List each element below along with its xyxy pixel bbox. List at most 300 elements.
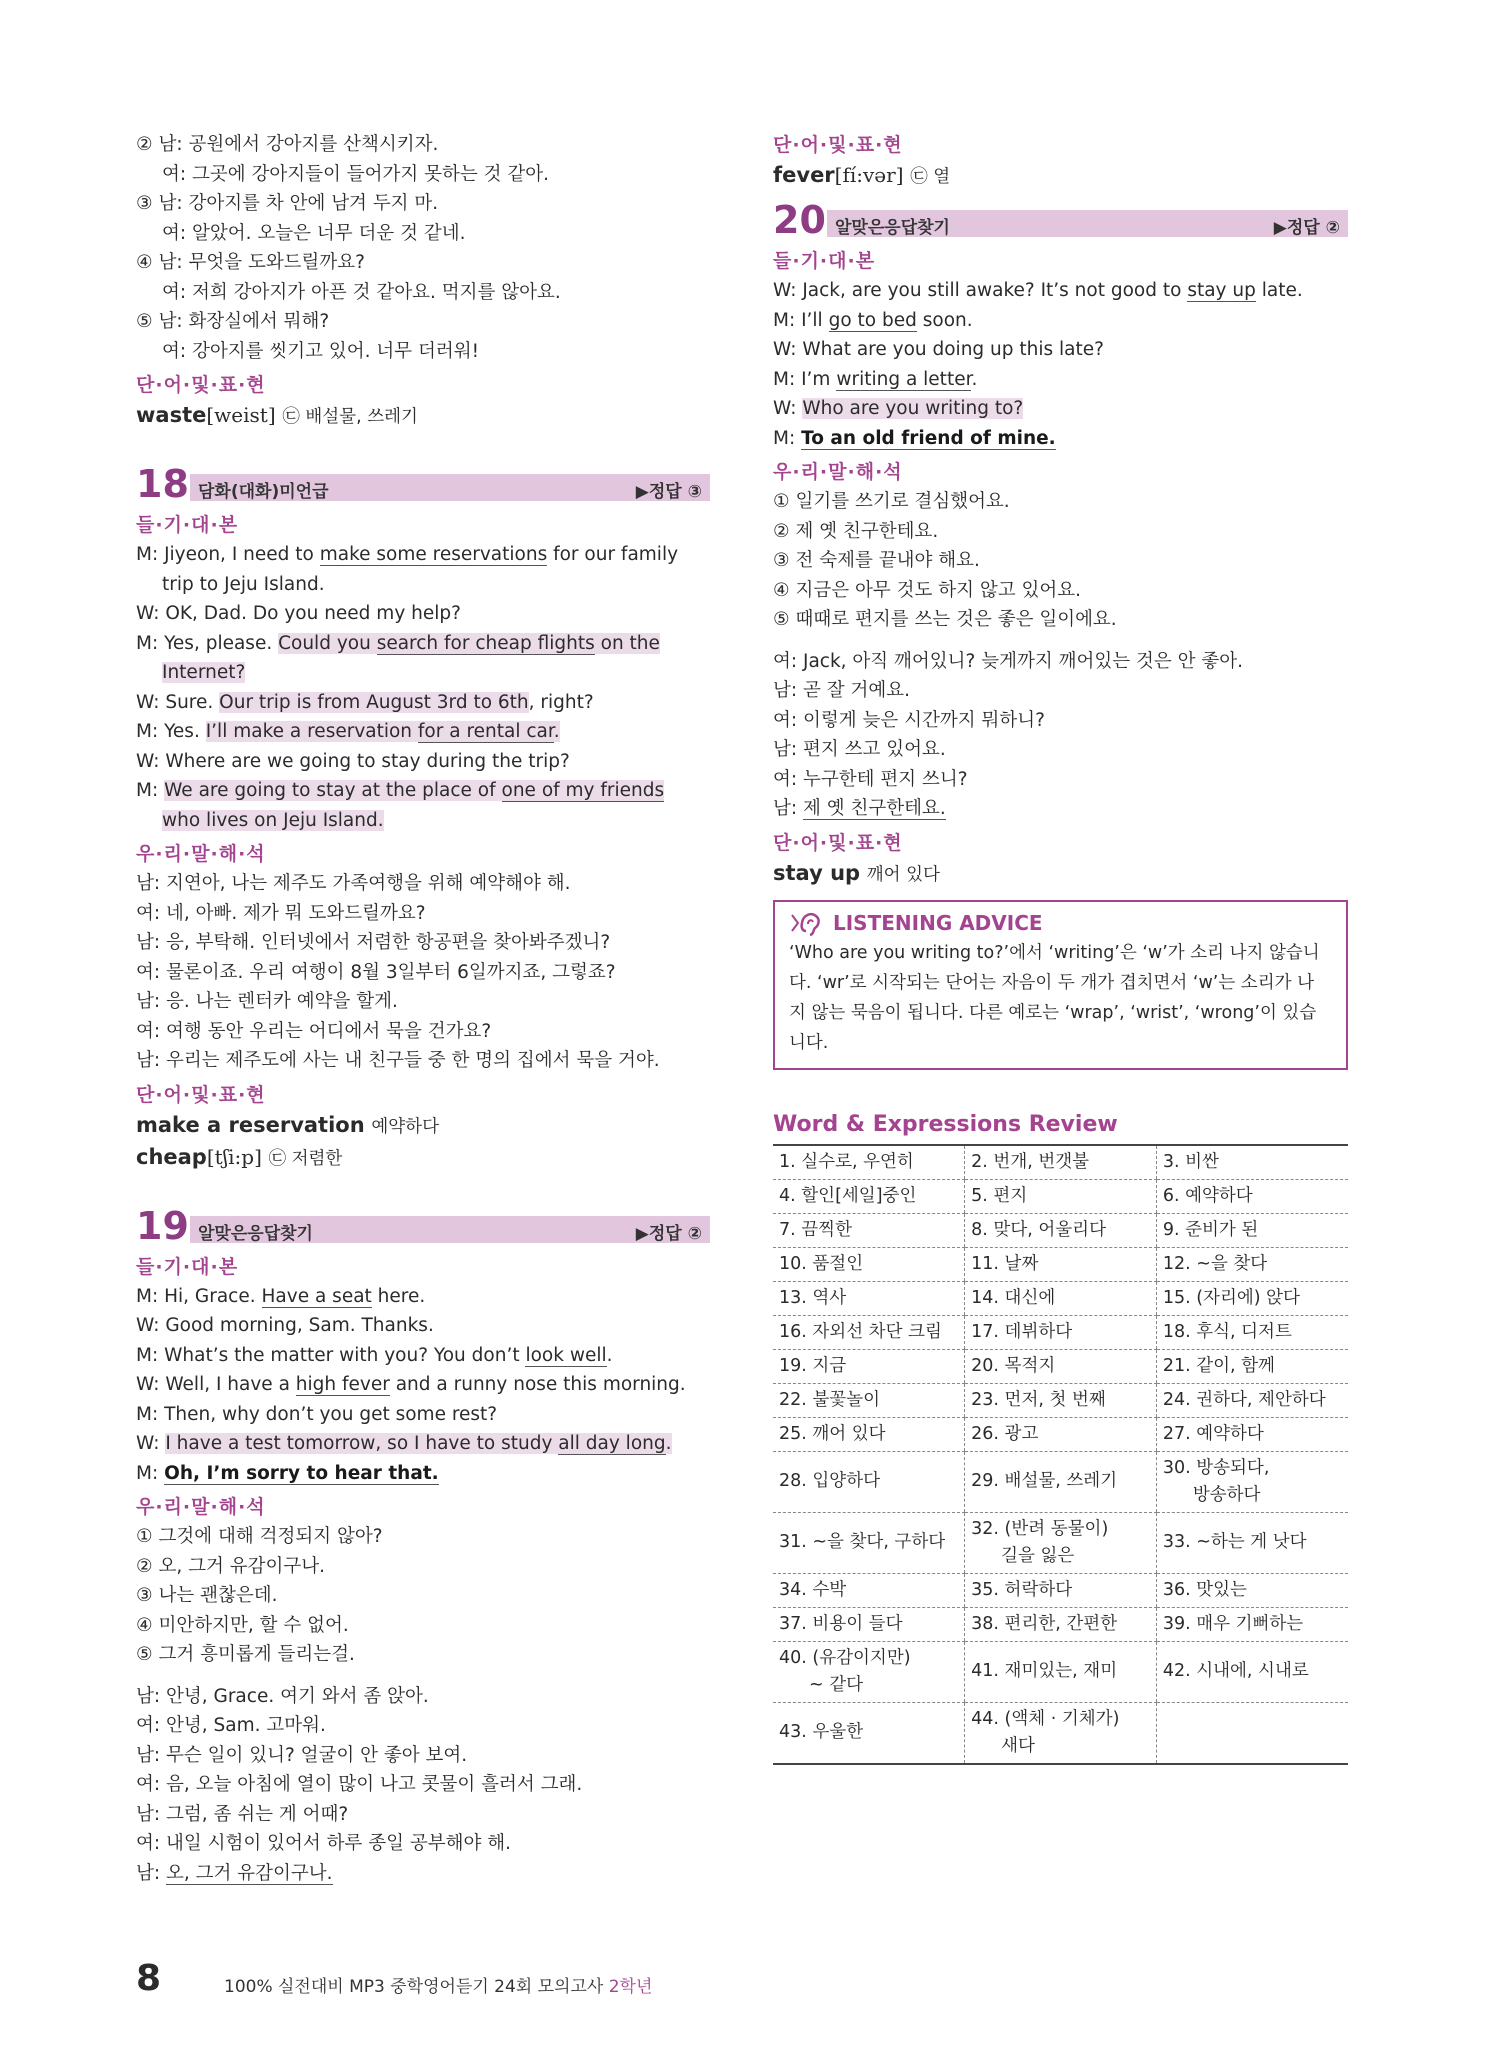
- script-text: Our trip is from August 3rd to 6th: [219, 691, 529, 713]
- script-heading: 들·기·대·본: [773, 250, 876, 272]
- key-expression: go to bed: [828, 309, 917, 331]
- review-cell: [773, 1512, 965, 1573]
- script-line: [773, 335, 1348, 365]
- review-item: ~ 같다: [809, 1674, 864, 1695]
- review-title: Word & Expressions Review: [773, 1111, 1118, 1137]
- script-line: [773, 306, 1348, 336]
- script-heading: 들·기·대·본: [136, 1255, 239, 1278]
- script-line-continued: [136, 658, 710, 688]
- text-line: 여: 안녕, Sam. 고마워.: [136, 1715, 326, 1736]
- speaker: W:: [136, 1315, 160, 1336]
- vocab-ipa: [fí:vər]: [834, 163, 904, 187]
- speaker: M:: [136, 1462, 159, 1484]
- text-line: 여: 알았어. 오늘은 너무 더운 것 같네.: [162, 222, 466, 244]
- text-line: ① 그것에 대해 걱정되지 않아?: [136, 1526, 383, 1547]
- script-text: Could you: [278, 632, 377, 654]
- q19-script: [136, 1282, 710, 1489]
- review-item: 19. 지금: [779, 1355, 847, 1376]
- translation-last-line: [136, 1859, 710, 1889]
- script-text: , right?: [528, 691, 594, 713]
- review-cell: [1156, 1349, 1348, 1383]
- review-cell: [965, 1247, 1157, 1281]
- script-text: I have a test tomorrow, so I have to study: [165, 1433, 559, 1454]
- speaker: W:: [136, 750, 160, 772]
- review-cell: [965, 1512, 1157, 1573]
- script-heading: 들·기·대·본: [136, 514, 239, 536]
- review-item: 6. 예약하다: [1162, 1185, 1253, 1206]
- advice-title-row: [789, 908, 1332, 938]
- review-cell: [773, 1179, 965, 1213]
- key-expression: high fever: [295, 1374, 390, 1395]
- script-text: .: [553, 721, 560, 742]
- review-item: 9. 준비가 된: [1162, 1219, 1259, 1240]
- left-column: [136, 130, 710, 1888]
- text-line: 남: 곧 잘 거예요.: [773, 680, 910, 701]
- vocab-meaning: 깨어 있다: [866, 864, 940, 885]
- text-line: 남: 응. 나는 렌터카 예약을 할게.: [136, 991, 398, 1012]
- review-row: [773, 1512, 1348, 1573]
- script-text: Sure.: [159, 691, 220, 713]
- script-text: Yes, please.: [158, 632, 279, 654]
- review-cell: [965, 1641, 1157, 1702]
- review-cell: [773, 1607, 965, 1641]
- review-cell: [1156, 1145, 1348, 1180]
- review-cell: [1156, 1179, 1348, 1213]
- script-text: .: [606, 1344, 613, 1366]
- review-cell: [965, 1702, 1157, 1764]
- speaker: M:: [136, 1285, 159, 1307]
- review-cell: [773, 1641, 965, 1702]
- script-text: Jiyeon, I need to: [158, 544, 320, 565]
- script-text: trip to Jeju Island.: [162, 573, 325, 595]
- vocab-ipa: [weist]: [206, 403, 276, 427]
- question-number: 19: [136, 1203, 189, 1248]
- script-line: [136, 1400, 710, 1430]
- key-expression: Have a seat: [261, 1285, 372, 1307]
- review-cell: [965, 1315, 1157, 1349]
- script-text: Jack, are you still awake? It’s not good to: [796, 280, 1188, 301]
- text-line: 남: 무슨 일이 있니? 얼굴이 안 좋아 보여.: [136, 1744, 468, 1766]
- review-item: 18. 후식, 디저트: [1162, 1321, 1292, 1342]
- review-item: 21. 같이, 함께: [1162, 1355, 1275, 1376]
- script-line: [136, 1311, 710, 1341]
- key-expression: writing a letter: [836, 368, 972, 390]
- review-cell: [965, 1213, 1157, 1247]
- q20-translation: [773, 647, 1348, 795]
- text-line: ④ 남: 무엇을 도와드릴까요?: [136, 252, 365, 273]
- script-text: Then, why don’t you get some rest?: [158, 1403, 498, 1425]
- script-text: We are going to stay at the place of: [164, 780, 502, 801]
- review-item: 35. 허락하다: [971, 1579, 1073, 1600]
- script-text: OK, Dad. Do you need my help?: [159, 603, 461, 624]
- script-text: and a runny nose this morning.: [389, 1374, 686, 1395]
- review-item: 40. (유감이지만): [779, 1647, 911, 1668]
- script-line: [136, 540, 710, 570]
- text-line: ④ 미안하지만, 할 수 없어.: [136, 1614, 349, 1636]
- text-line: 남: 편지 쓰고 있어요.: [773, 739, 946, 760]
- vocab-entry: [773, 160, 1348, 192]
- vocab-entry: [136, 1110, 710, 1142]
- script-line: [773, 394, 1348, 424]
- answer-line: To an old friend of mine.: [801, 427, 1056, 449]
- key-expression: look well: [525, 1344, 607, 1366]
- review-row: [773, 1702, 1348, 1764]
- review-item: 20. 목적지: [971, 1355, 1056, 1376]
- speaker: M:: [773, 427, 796, 449]
- review-cell: [773, 1417, 965, 1451]
- script-text: What’s the matter with you? You don’t: [158, 1344, 526, 1366]
- review-cell: [965, 1451, 1157, 1512]
- review-item: 길을 잃은: [1001, 1545, 1075, 1566]
- vocab-meaning: ㉢ 저렴한: [268, 1148, 343, 1169]
- vocab-word: cheap: [136, 1144, 207, 1169]
- script-text: Well, I have a: [159, 1374, 296, 1395]
- answer-line: Oh, I’m sorry to hear that.: [164, 1462, 439, 1484]
- speaker: W:: [136, 1374, 160, 1395]
- key-expression: search for cheap flights: [376, 632, 595, 654]
- review-cell: [965, 1349, 1157, 1383]
- script-text: soon.: [916, 309, 973, 331]
- review-item: 27. 예약하다: [1162, 1423, 1264, 1444]
- review-row: [773, 1179, 1348, 1213]
- highlighted-text: who lives on Jeju Island.: [162, 809, 384, 831]
- vocab-meaning: ㉢ 열: [910, 167, 951, 187]
- script-line-continued: [136, 570, 710, 600]
- text-line: 여: 내일 시험이 있어서 하루 종일 공부해야 해.: [136, 1833, 511, 1854]
- page-number: 8: [136, 1958, 162, 1999]
- q20-header: [773, 198, 1348, 242]
- question-type: 알맞은응답찾기: [198, 1223, 313, 1244]
- script-text: What are you doing up this late?: [796, 339, 1104, 360]
- text-line: ② 제 옛 친구한테요.: [773, 520, 939, 542]
- text-line: ⑤ 남: 화장실에서 뭐해?: [136, 311, 330, 332]
- review-item: 44. (액체 · 기체가): [971, 1708, 1120, 1729]
- text-line: 여: 그곳에 강아지들이 들어가지 못하는 것 같아.: [162, 163, 549, 185]
- review-cell: [1156, 1315, 1348, 1349]
- review-cell: [1156, 1383, 1348, 1417]
- review-row: [773, 1145, 1348, 1180]
- review-cell: [773, 1145, 965, 1180]
- script-text: .: [971, 368, 978, 390]
- right-column: [773, 130, 1348, 1765]
- review-item: 5. 편지: [971, 1185, 1028, 1206]
- review-item: 3. 비싼: [1162, 1151, 1219, 1172]
- advice-line: 지 않는 묵음이 됩니다. 다른 예로는 ‘wrap’, ‘wrist’, ‘wrong’이 있습: [789, 1002, 1317, 1023]
- review-item: 새다: [1001, 1735, 1035, 1756]
- advice-line: ‘Who are you writing to?’에서 ‘writing’은 ‘w’가 소리 나지 않습니: [789, 942, 1320, 963]
- speaker: M:: [136, 544, 159, 565]
- review-item: 31. ~을 찾다, 구하다: [779, 1532, 946, 1552]
- review-row: [773, 1281, 1348, 1315]
- speaker: M:: [136, 1344, 159, 1366]
- page-footer: [136, 1958, 1348, 1998]
- script-line: [136, 1370, 710, 1400]
- review-cell: [773, 1349, 965, 1383]
- speaker: M:: [136, 721, 159, 742]
- script-text: late.: [1255, 280, 1303, 301]
- speaker: 남:: [136, 1862, 161, 1884]
- review-item: 29. 배설물, 쓰레기: [971, 1471, 1118, 1491]
- key-expression: for a rental car: [417, 721, 554, 742]
- text-line: ② 남: 공원에서 강아지를 산책시키자.: [136, 134, 439, 155]
- grade: 2학년: [608, 1977, 653, 1997]
- highlighted-text: [164, 780, 664, 801]
- review-cell: [1156, 1702, 1348, 1764]
- script-text: Yes.: [158, 721, 206, 742]
- review-cell: [965, 1281, 1157, 1315]
- vocab-entry: [773, 858, 1348, 890]
- review-cell: [773, 1383, 965, 1417]
- review-item: 14. 대신에: [971, 1287, 1056, 1308]
- text-line: ② 오, 그거 유감이구나.: [136, 1555, 325, 1577]
- vocab-entry: [136, 1142, 710, 1174]
- review-cell: [773, 1315, 965, 1349]
- key-expression: stay up: [1187, 280, 1256, 301]
- review-item: 43. 우울한: [779, 1722, 864, 1742]
- review-cell: [773, 1573, 965, 1607]
- question-bar: [190, 1216, 710, 1243]
- q18-header: [136, 462, 710, 506]
- script-text: here.: [371, 1285, 426, 1307]
- script-line: [136, 747, 710, 777]
- review-cell: [1156, 1417, 1348, 1451]
- script-line: [773, 424, 1348, 454]
- text-line: 여: 강아지를 씻기고 있어. 너무 더러워!: [162, 340, 479, 362]
- answer-line: 제 옛 친구한테요.: [803, 798, 946, 819]
- review-cell: [965, 1145, 1157, 1180]
- translation-heading: 우·리·말·해·석: [773, 461, 903, 483]
- script-line-continued: [136, 806, 710, 836]
- ear-icon: [789, 909, 827, 937]
- question-number: 18: [136, 462, 189, 506]
- text-line: ① 일기를 쓰기로 결심했어요.: [773, 491, 1010, 512]
- book-title: 100% 실전대비 MP3 중학영어듣기 24회 모의고사: [224, 1977, 609, 1997]
- review-row: [773, 1349, 1348, 1383]
- advice-text: [789, 938, 1332, 1058]
- key-expression: make some reservations: [319, 544, 548, 565]
- highlighted-text: [165, 1433, 671, 1454]
- review-row: [773, 1383, 1348, 1417]
- review-item: 25. 깨어 있다: [779, 1423, 886, 1444]
- script-text: Good morning, Sam. Thanks.: [159, 1315, 434, 1336]
- review-cell: [1156, 1281, 1348, 1315]
- review-item: 24. 권하다, 제안하다: [1162, 1389, 1326, 1410]
- review-cell: [773, 1213, 965, 1247]
- review-item: 33. ~하는 게 낫다: [1162, 1532, 1307, 1552]
- speaker: W:: [773, 398, 797, 419]
- review-item: 13. 역사: [779, 1287, 847, 1308]
- script-line: [136, 1459, 710, 1489]
- speaker: M:: [136, 1403, 159, 1425]
- text-line: 여: 물론이죠. 우리 여행이 8월 3일부터 6일까지죠, 그렇죠?: [136, 961, 616, 983]
- answer-label: ▶정답 ②: [1273, 218, 1340, 238]
- q17-continued-options: [136, 130, 710, 366]
- review-cell: [1156, 1451, 1348, 1512]
- script-text: I’m: [795, 368, 837, 390]
- question-type: 담화(대화)미언급: [198, 482, 329, 502]
- review-row: [773, 1451, 1348, 1512]
- review-item: 12. ~을 찾다: [1162, 1253, 1268, 1274]
- script-text: Who are you writing to?: [802, 398, 1024, 419]
- question-type: 알맞은응답찾기: [835, 218, 950, 238]
- review-cell: [1156, 1213, 1348, 1247]
- script-line: [136, 776, 710, 806]
- review-row: [773, 1247, 1348, 1281]
- review-cell: [965, 1383, 1157, 1417]
- review-table: [773, 1144, 1348, 1765]
- review-item: 42. 시내에, 시내로: [1162, 1661, 1309, 1681]
- highlighted-text: Internet?: [162, 662, 246, 683]
- highlighted-text: [206, 721, 560, 742]
- vocab-word: fever: [773, 163, 835, 187]
- review-cell: [773, 1247, 965, 1281]
- review-cell: [1156, 1512, 1348, 1573]
- review-item: 39. 매우 기뻐하는: [1162, 1613, 1304, 1634]
- vocab-meaning: 예약하다: [371, 1116, 439, 1137]
- review-row: [773, 1607, 1348, 1641]
- review-item: 1. 실수로, 우연히: [779, 1151, 914, 1172]
- text-line: 남: 안녕, Grace. 여기 와서 좀 앉아.: [136, 1685, 429, 1707]
- review-item: 방송하다: [1192, 1484, 1261, 1505]
- speaker: W:: [136, 1433, 160, 1454]
- vocab-word: stay up: [773, 860, 861, 885]
- review-item: 23. 먼저, 첫 번째: [971, 1389, 1106, 1410]
- speaker: M:: [773, 368, 796, 390]
- text-line: 남: 지연아, 나는 제주도 가족여행을 위해 예약해야 해.: [136, 873, 571, 894]
- review-cell: [773, 1451, 965, 1512]
- footer-text: [224, 1972, 652, 1997]
- review-item: 30. 방송되다,: [1162, 1457, 1270, 1478]
- q18-translation: [136, 869, 710, 1076]
- vocab-word: make a reservation: [136, 1112, 365, 1137]
- script-line: [136, 717, 710, 747]
- script-line: [136, 688, 710, 718]
- review-cell: [773, 1702, 965, 1764]
- script-line: [136, 1282, 710, 1312]
- text-line: 여: 이렇게 늦은 시간까지 뭐하니?: [773, 709, 1045, 731]
- review-cell: [1156, 1641, 1348, 1702]
- text-line: 남: 그럼, 좀 쉬는 게 어때?: [136, 1803, 349, 1825]
- vocab-heading: 단·어·및·표·현: [136, 1083, 266, 1106]
- vocab-meaning: ㉢ 배설물, 쓰레기: [282, 407, 418, 427]
- review-item: 16. 자외선 차단 크림: [779, 1321, 942, 1342]
- script-text: on the: [594, 632, 660, 654]
- review-cell: [965, 1607, 1157, 1641]
- review-row: [773, 1213, 1348, 1247]
- script-line: [136, 629, 710, 659]
- review-item: 28. 입양하다: [779, 1471, 881, 1491]
- answer-label: ▶정답 ③: [635, 482, 702, 502]
- vocab-heading: 단·어·및·표·현: [136, 374, 266, 396]
- review-row: [773, 1573, 1348, 1607]
- script-text: .: [665, 1433, 672, 1454]
- question-bar: [827, 210, 1348, 237]
- text-line: 여: 여행 동안 우리는 어디에서 묵을 건가요?: [136, 1020, 492, 1042]
- review-item: 15. (자리에) 앉다: [1162, 1287, 1300, 1308]
- vocab-heading: 단·어·및·표·현: [773, 831, 903, 854]
- script-text: I’ll: [795, 309, 829, 331]
- review-item: 37. 비용이 들다: [779, 1613, 903, 1634]
- vocab-word: waste: [136, 403, 207, 427]
- speaker: M:: [773, 309, 796, 331]
- review-item: 11. 날짜: [971, 1253, 1039, 1274]
- review-row: [773, 1641, 1348, 1702]
- review-item: 22. 불꽃놀이: [779, 1389, 881, 1410]
- text-line: 여: Jack, 아직 깨어있니? 늦게까지 깨어있는 것은 안 좋아.: [773, 650, 1243, 672]
- highlighted-text: [219, 692, 529, 713]
- q19-options: [136, 1522, 710, 1670]
- q19-translation: [136, 1682, 710, 1859]
- text-line: 여: 네, 아빠. 제가 뭐 도와드릴까요?: [136, 902, 426, 924]
- review-item: 2. 번개, 번갯불: [971, 1151, 1090, 1172]
- translation-heading: 우·리·말·해·석: [136, 843, 266, 865]
- text-line: ⑤ 때때로 편지를 쓰는 것은 좋은 일이에요.: [773, 609, 1117, 630]
- speaker: M:: [136, 780, 159, 801]
- text-line: ③ 전 숙제를 끝내야 해요.: [773, 550, 980, 571]
- vocab-ipa: [tʃi:p]: [206, 1144, 262, 1169]
- review-row: [773, 1315, 1348, 1349]
- text-line: ⑤ 그거 흥미롭게 들리는걸.: [136, 1644, 355, 1665]
- review-item: 32. (반려 동물이): [971, 1518, 1109, 1539]
- script-line: [773, 365, 1348, 395]
- review-item: 17. 데뷔하다: [971, 1321, 1073, 1342]
- advice-line: 니다.: [789, 1032, 829, 1053]
- speaker: W:: [136, 691, 160, 713]
- script-text: for our family: [547, 544, 679, 565]
- key-expression: all day long: [558, 1433, 666, 1454]
- text-line: ④ 지금은 아무 것도 하지 않고 있어요.: [773, 579, 1081, 601]
- answer-label: ▶정답 ②: [635, 1223, 702, 1244]
- review-cell: [1156, 1607, 1348, 1641]
- highlighted-text: [802, 398, 1023, 419]
- script-line: [773, 276, 1348, 306]
- key-expression: one of my friends: [501, 780, 665, 801]
- text-line: 남: 우리는 제주도에 사는 내 친구들 중 한 명의 집에서 묵을 거야.: [136, 1050, 660, 1071]
- text-line: 여: 누구한테 편지 쓰니?: [773, 768, 968, 790]
- review-item: 38. 편리한, 간편한: [971, 1613, 1118, 1634]
- listening-advice-box: [773, 900, 1348, 1070]
- answer-line: 오, 그거 유감이구나.: [166, 1862, 333, 1884]
- review-cell: [965, 1179, 1157, 1213]
- script-text: Where are we going to stay during the trip?: [159, 750, 570, 772]
- review-row: [773, 1417, 1348, 1451]
- review-cell: [1156, 1247, 1348, 1281]
- speaker: W:: [136, 603, 160, 624]
- script-line: [136, 599, 710, 629]
- review-item: 36. 맛있는: [1162, 1579, 1247, 1600]
- review-item: 7. 끔찍한: [779, 1219, 852, 1240]
- question-bar: [190, 474, 710, 501]
- translation-heading: 우·리·말·해·석: [136, 1496, 266, 1518]
- script-text: I’ll make a reservation: [205, 721, 418, 742]
- translation-last-line: [773, 794, 1348, 824]
- text-line: 여: 저희 강아지가 아픈 것 같아요. 먹지를 않아요.: [162, 281, 561, 303]
- q20-script: [773, 276, 1348, 453]
- q18-script: [136, 540, 710, 835]
- text-line: 여: 음, 오늘 아침에 열이 많이 나고 콧물이 흘러서 그래.: [136, 1774, 583, 1795]
- advice-title: LISTENING ADVICE: [833, 910, 1043, 935]
- vocab-entry: [136, 400, 710, 432]
- text-line: ③ 나는 괜찮은데.: [136, 1585, 278, 1606]
- script-line: [136, 1429, 710, 1459]
- text-line: ③ 남: 강아지를 차 안에 남겨 두지 마.: [136, 193, 439, 214]
- review-cell: [773, 1281, 965, 1315]
- review-item: 8. 맞다, 어울리다: [971, 1219, 1106, 1240]
- q20-options: [773, 487, 1348, 635]
- text-line: 남: 응, 부탁해. 인터넷에서 저렴한 항공편을 찾아봐주겠니?: [136, 932, 611, 953]
- script-line: [136, 1341, 710, 1371]
- review-item: 34. 수박: [779, 1579, 847, 1600]
